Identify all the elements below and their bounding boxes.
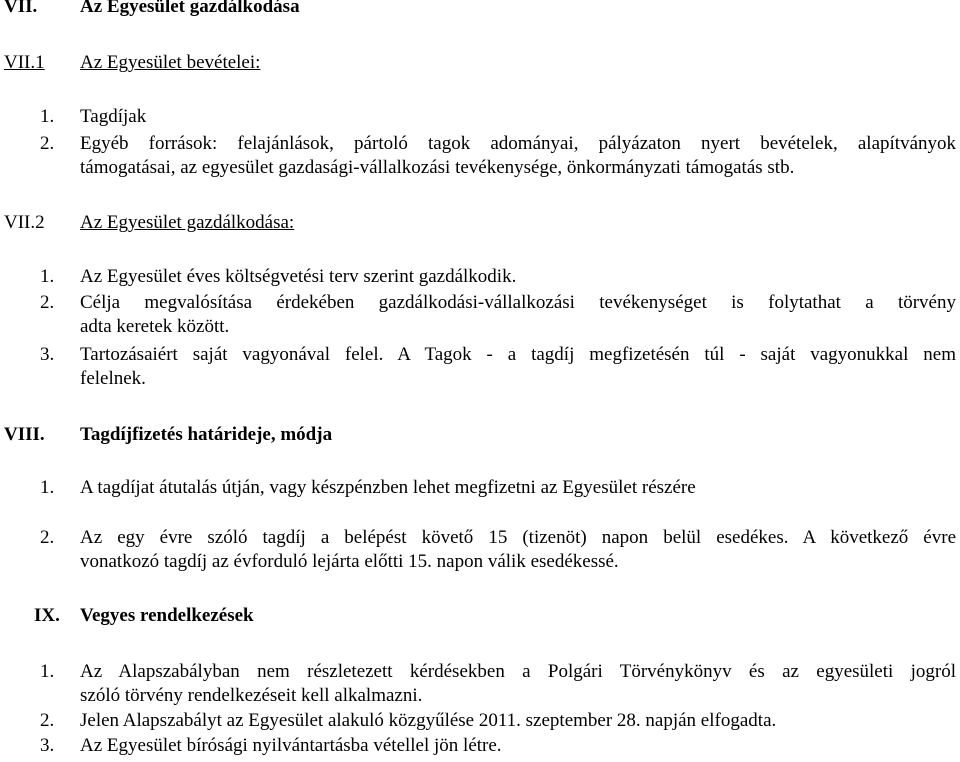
list-number: 1. xyxy=(40,106,55,127)
list-item-text: Egyéb források: felajánlások, pártoló tagok adományai, pályázaton nyert bevételek, alapítványok xyxy=(80,133,956,154)
list-number: 1. xyxy=(40,477,55,498)
list-item-text-cont: vonatkozó tagdíj az évforduló lejárta előtti 15. napon válik esedékessé. xyxy=(80,551,619,572)
list-item-text: Jelen Alapszabályt az Egyesület alakuló közgyűlése 2011. szeptember 28. napján elfogadta. xyxy=(80,710,777,731)
list-item-text: Célja megvalósítása érdekében gazdálkodási-vállalkozási tevékenységet is folytathat a törvény xyxy=(80,292,956,313)
list-item-text: Tartozásaiért saját vagyonával felel. A Tagok - a tagdíj megfizetésén túl - saját vagyonukkal nem xyxy=(80,344,956,365)
list-item-text: Tagdíjak xyxy=(80,106,147,127)
list-item-text: Az Egyesület bírósági nyilvántartásba vétellel jön létre. xyxy=(80,735,502,756)
subsection-number-vii-1: VII.1 xyxy=(4,52,45,73)
subsection-number-vii-2: VII.2 xyxy=(4,212,45,233)
list-item-text: Az egy évre szóló tagdíj a belépést követő 15 (tizenöt) napon belül esedékes. A következő évre xyxy=(80,527,956,548)
subsection-title-vii-2: Az Egyesület gazdálkodása: xyxy=(80,212,295,233)
list-number: 3. xyxy=(40,344,55,365)
list-item-text: Az Alapszabályban nem részletezett kérdésekben a Polgári Törvénykönyv és az egyesületi jogról xyxy=(80,661,956,682)
section-title-ix: Vegyes rendelkezések xyxy=(80,605,254,626)
list-item-text-cont: felelnek. xyxy=(80,368,146,389)
section-number-vii: VII. xyxy=(4,0,38,17)
section-title-vii: Az Egyesület gazdálkodása xyxy=(80,0,300,17)
list-number: 1. xyxy=(40,266,55,287)
list-number: 2. xyxy=(40,292,55,313)
list-number: 3. xyxy=(40,735,55,756)
section-number-viii: VIII. xyxy=(4,424,45,445)
subsection-title-vii-1: Az Egyesület bevételei: xyxy=(80,52,261,73)
list-item-text-cont: támogatásai, az egyesület gazdasági-vállalkozási tevékenysége, önkormányzati támogatás stb. xyxy=(80,157,795,178)
section-number-ix: IX. xyxy=(34,605,60,626)
list-number: 1. xyxy=(40,661,55,682)
list-item-text: A tagdíjat átutalás útján, vagy készpénzben lehet megfizetni az Egyesület részére xyxy=(80,477,696,498)
section-title-viii: Tagdíjfizetés határideje, módja xyxy=(80,424,333,445)
list-number: 2. xyxy=(40,710,55,731)
list-item-text-cont: adta keretek között. xyxy=(80,316,230,337)
list-number: 2. xyxy=(40,133,55,154)
list-item-text-cont: szóló törvény rendelkezéseit kell alkalmazni. xyxy=(80,685,423,706)
list-item-text: Az Egyesület éves költségvetési terv szerint gazdálkodik. xyxy=(80,266,517,287)
list-number: 2. xyxy=(40,527,55,548)
